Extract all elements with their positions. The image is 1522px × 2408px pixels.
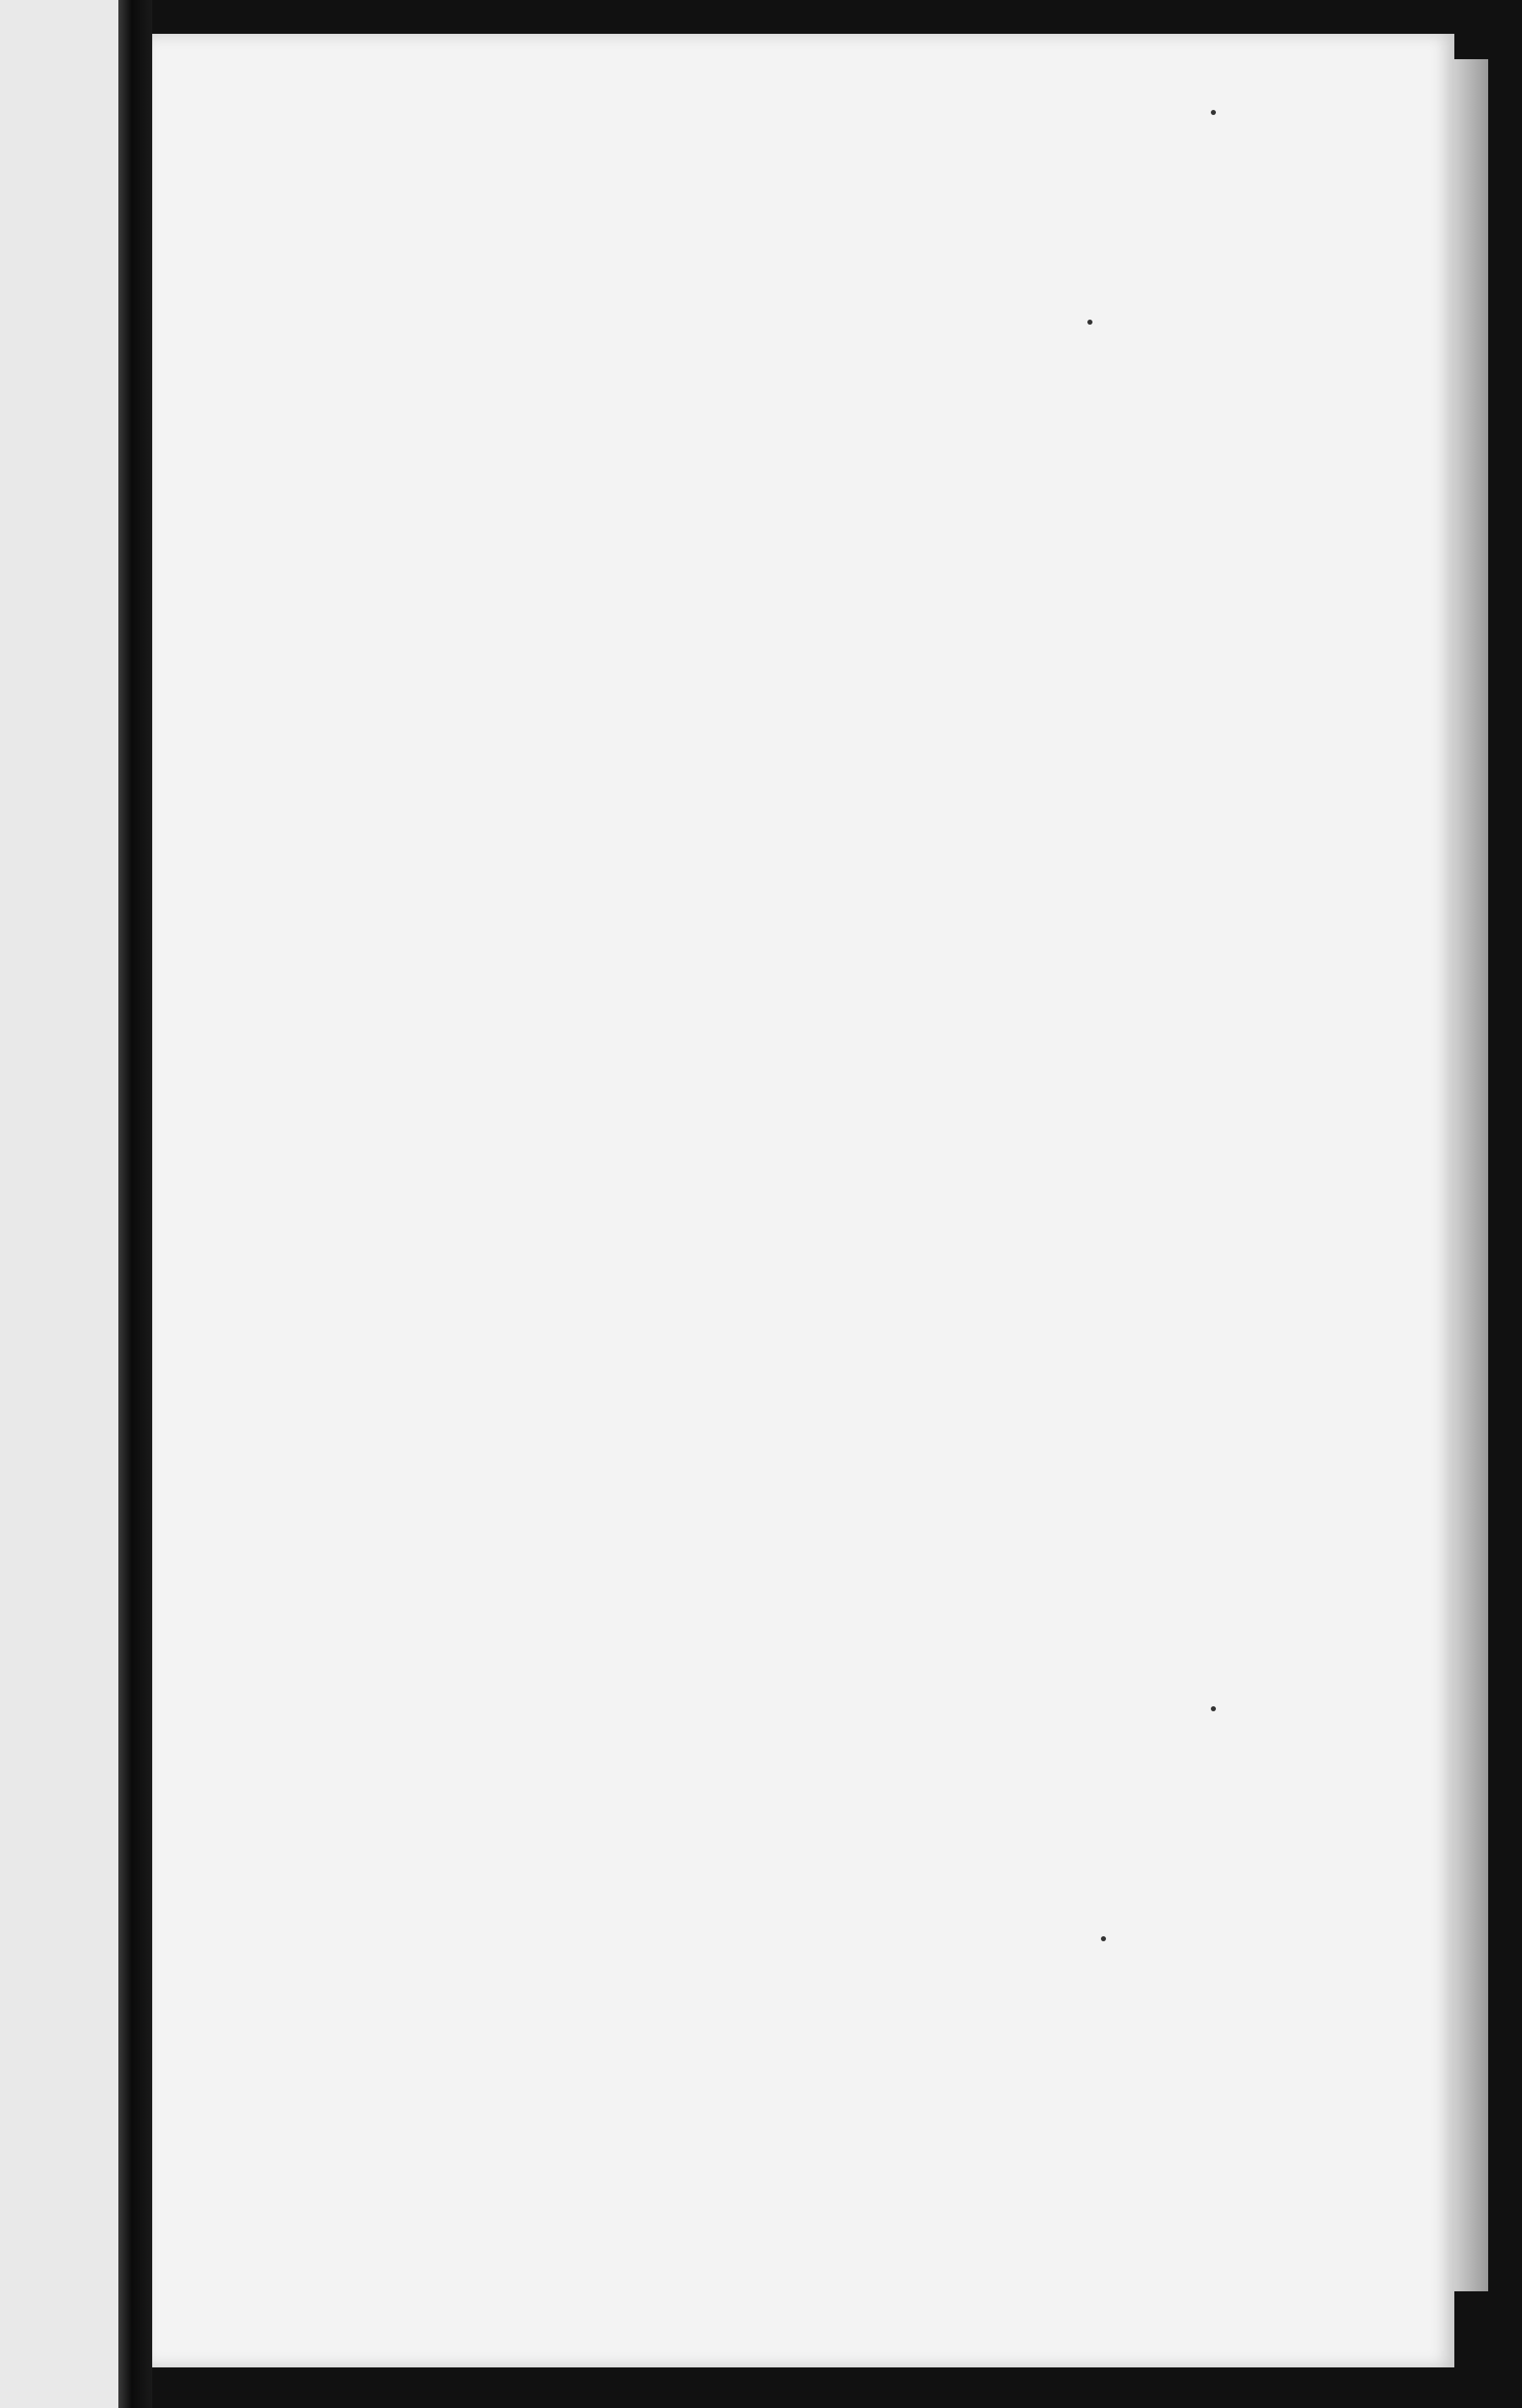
dust-speck — [1211, 110, 1216, 115]
dust-speck — [1101, 1936, 1106, 1941]
dust-speck — [1087, 320, 1092, 325]
book-gutter — [118, 0, 152, 2408]
dust-speck — [1211, 1706, 1216, 1711]
book-page — [152, 34, 1454, 2367]
facing-page — [0, 0, 118, 2408]
page-edge — [1454, 59, 1488, 2291]
